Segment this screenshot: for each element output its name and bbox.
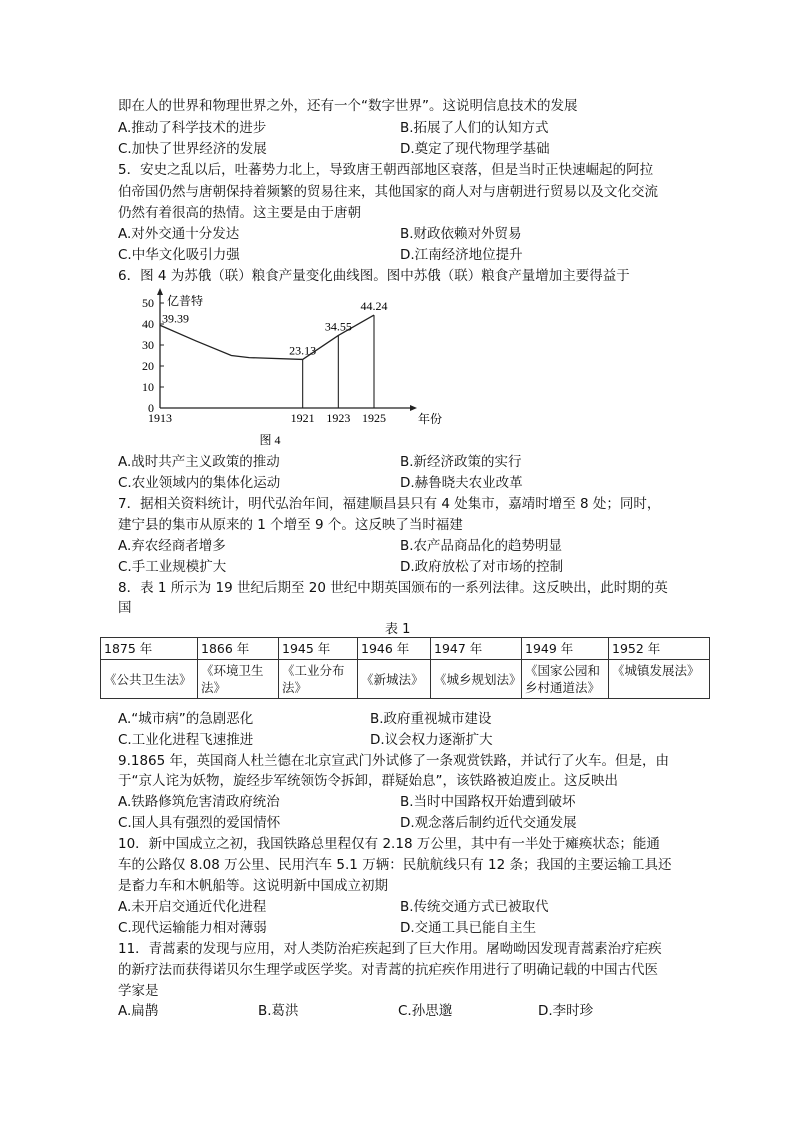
- q7-option-d[interactable]: D.政府放松了对市场的控制: [400, 559, 564, 575]
- table-cell-year: 1945 年: [279, 638, 358, 660]
- q11-option-a[interactable]: A.扁鹊: [118, 1003, 159, 1019]
- q6-option-b[interactable]: B.新经济政策的实行: [400, 454, 522, 470]
- y-tick-label: 50: [142, 296, 154, 310]
- table-cell-law: 《城乡规划法》: [431, 660, 522, 699]
- x-tick-label: 1921: [290, 411, 315, 425]
- table-cell-year: 1952 年: [609, 638, 710, 660]
- table-cell-law: 《环境卫生法》: [198, 660, 279, 699]
- x-tick-label: 1923: [326, 411, 351, 425]
- question-7-line-1: 7．据相关资料统计，明代弘治年间，福建顺昌县只有 4 处集市，嘉靖时增至 8 处；同时，: [118, 496, 661, 512]
- question-6-text: 6．图 4 为苏俄（联）粮食产量变化曲线图。图中苏俄（联）粮食产量增加主要得益于: [118, 268, 630, 284]
- q7-option-c[interactable]: C.手工业规模扩大: [118, 559, 227, 575]
- y-axis-arrow: [157, 288, 163, 295]
- q8-option-d[interactable]: D.议会权力逐渐扩大: [370, 732, 493, 748]
- q4-option-b[interactable]: B.拓展了人们的认知方式: [400, 120, 549, 136]
- q8-option-b[interactable]: B.政府重视城市建设: [370, 711, 492, 727]
- q8-option-a[interactable]: A.“城市病”的急剧恶化: [118, 711, 254, 727]
- q9-option-d[interactable]: D.观念落后制约近代交通发展: [400, 815, 577, 831]
- q4-option-c[interactable]: C.加快了世界经济的发展: [118, 141, 267, 157]
- x-tick-label: 1925: [362, 411, 386, 425]
- q6-option-a[interactable]: A.战时共产主义政策的推动: [118, 454, 280, 470]
- question-8-line-2: 国: [118, 600, 132, 616]
- x-axis-arrow: [410, 405, 417, 411]
- figure-caption: 图 4: [259, 433, 281, 447]
- y-tick-label: 40: [142, 317, 154, 331]
- y-axis-label: 亿普特: [167, 294, 204, 308]
- question-8-line-1: 8．表 1 所示为 19 世纪后期至 20 世纪中期英国颁布的一系列法律。这反映出，此时期的英: [118, 580, 668, 596]
- q11-option-b[interactable]: B.葛洪: [258, 1003, 299, 1019]
- question-5-line-1: 5．安史之乱以后，吐蕃势力北上，导致唐王朝西部地区衰落，但是当时正快速崛起的阿拉: [118, 162, 654, 178]
- question-7-line-2: 建宁县的集市从原来的 1 个增至 9 个。这反映了当时福建: [118, 517, 463, 533]
- q4-option-a[interactable]: A.推动了科学技术的进步: [118, 120, 267, 136]
- data-label: 34.55: [324, 319, 352, 334]
- q7-option-a[interactable]: A.弃农经商者增多: [118, 538, 226, 554]
- grain-output-chart: [118, 290, 443, 450]
- table-row-years: [101, 638, 710, 660]
- table-cell-year: 1947 年: [431, 638, 522, 660]
- table-cell-law: 《城镇发展法》: [609, 660, 710, 699]
- q7-option-b[interactable]: B.农产品商品化的趋势明显: [400, 538, 563, 554]
- x-tick-label: 1913: [148, 411, 172, 425]
- question-10-line-3: 是畜力车和木帆船等。这说明新中国成立初期: [118, 878, 388, 894]
- question-10-line-1: 10．新中国成立之初，我国铁路总里程仅有 2.18 万公里，其中有一半处于瘫痪状态；能通: [118, 836, 660, 852]
- table-row-laws: [101, 660, 710, 699]
- data-label: 39.39: [162, 311, 189, 326]
- q10-option-d[interactable]: D.交通工具已能自主生: [400, 920, 537, 936]
- q10-option-c[interactable]: C.现代运输能力相对薄弱: [118, 920, 267, 936]
- table-cell-year: 1949 年: [522, 638, 609, 660]
- table-caption: 表 1: [385, 622, 411, 637]
- question-5-line-3: 仍然有着很高的热情。这主要是由于唐朝: [118, 205, 361, 221]
- data-label: 44.24: [360, 299, 388, 314]
- question-5-line-2: 伯帝国仍然与唐朝保持着频繁的贸易往来，其他国家的商人对与唐朝进行贸易以及文化交流: [118, 184, 658, 200]
- law-table: [100, 637, 710, 699]
- q5-option-d[interactable]: D.江南经济地位提升: [400, 247, 523, 263]
- q9-option-b[interactable]: B.当时中国路权开始遭到破坏: [400, 794, 576, 810]
- q8-option-c[interactable]: C.工业化进程飞速推进: [118, 732, 254, 748]
- q11-option-c[interactable]: C.孙思邈: [398, 1003, 453, 1019]
- q5-option-b[interactable]: B.财政依赖对外贸易: [400, 226, 522, 242]
- table-cell-year: 1866 年: [198, 638, 279, 660]
- q6-option-d[interactable]: D.赫鲁晓夫农业改革: [400, 475, 523, 491]
- table-cell-law: 《工业分布法》: [279, 660, 358, 699]
- question-10-line-2: 车的公路仅 8.08 万公里、民用汽车 5.1 万辆：民航航线只有 12 条；我国的主要运输工具还: [118, 857, 672, 873]
- q4-option-d[interactable]: D.奠定了现代物理学基础: [400, 141, 550, 157]
- table-cell-year: 1946 年: [358, 638, 431, 660]
- q10-option-a[interactable]: A.未开启交通近代化进程: [118, 899, 267, 915]
- table-cell-law: 《新城法》: [358, 660, 431, 699]
- table-cell-year: 1875 年: [101, 638, 198, 660]
- data-label: 23.13: [289, 343, 317, 358]
- q6-option-c[interactable]: C.农业领域内的集体化运动: [118, 475, 281, 491]
- y-tick-label: 0: [148, 401, 154, 415]
- q11-option-d[interactable]: D.李时珍: [538, 1003, 594, 1019]
- q9-option-c[interactable]: C.国人具有强烈的爱国情怀: [118, 815, 281, 831]
- question-4-text: 即在人的世界和物理世界之外，还有一个“数字世界”。这说明信息技术的发展: [118, 98, 578, 114]
- y-tick-label: 20: [142, 359, 154, 373]
- q5-option-c[interactable]: C.中华文化吸引力强: [118, 247, 240, 263]
- table-cell-law: 《公共卫生法》: [101, 660, 198, 699]
- question-11-line-2: 的新疗法而获得诺贝尔生理学或医学奖。对青蒿的抗疟疾作用进行了明确记载的中国古代医: [118, 962, 658, 978]
- q5-option-a[interactable]: A.对外交通十分发达: [118, 226, 240, 242]
- q10-option-b[interactable]: B.传统交通方式已被取代: [400, 899, 549, 915]
- y-tick-label: 10: [142, 380, 154, 394]
- question-9-line-1: 9.1865 年，英国商人杜兰德在北京宣武门外试修了一条观赏铁路，并试行了火车。但是，由: [118, 753, 670, 769]
- table-cell-law: 《国家公园和乡村通道法》: [522, 660, 609, 699]
- question-11-line-3: 学家是: [118, 983, 159, 999]
- y-tick-label: 30: [142, 338, 154, 352]
- q9-option-a[interactable]: A.铁路修筑危害清政府统治: [118, 794, 280, 810]
- x-axis-label: 年份: [418, 412, 443, 426]
- question-9-line-2: 于“京人诧为妖物，旋经步军统领饬令拆卸，群疑始息”，该铁路被迫废止。这反映出: [118, 773, 618, 789]
- question-11-line-1: 11．青蒿素的发现与应用，对人类防治疟疾起到了巨大作用。屠呦呦因发现青蒿素治疗疟疾: [118, 941, 662, 957]
